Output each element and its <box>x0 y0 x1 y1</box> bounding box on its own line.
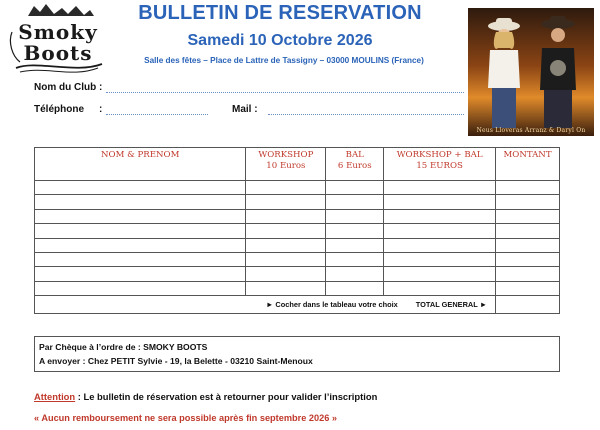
table-row[interactable] <box>35 252 560 266</box>
logo-text-boots: Boots <box>23 41 93 65</box>
payment-cheque-line: Par Chèque à l’ordre de : SMOKY BOOTS <box>39 342 208 352</box>
header-workshop: WORKSHOP 10 Euros <box>246 148 326 181</box>
payment-info-box <box>34 336 560 372</box>
phone-label: Téléphone <box>34 104 85 115</box>
header-bal: BAL 6 Euros <box>326 148 384 181</box>
poster-illustration <box>468 8 594 136</box>
event-date: Samedi 10 Octobre 2026 <box>187 32 373 49</box>
header-name: NOM & PRENOM <box>35 148 246 181</box>
table-row[interactable] <box>35 224 560 238</box>
table-row[interactable] <box>35 238 560 252</box>
poster-caption: Neus Lloveras Arranz & Daryl On <box>476 127 586 134</box>
smoky-boots-logo <box>6 2 110 74</box>
choice-instruction: ► Cocher dans le tableau votre choix <box>266 300 398 310</box>
table-row[interactable] <box>35 181 560 195</box>
refund-notice: « Aucun remboursement ne sera possible après fin septembre 2026 » <box>34 413 337 423</box>
reservation-table <box>34 147 560 314</box>
event-venue: Salle des fêtes – Place de Lattre de Tassigny – 03000 MOULINS (France) <box>144 56 424 65</box>
logo-text-smoky: Smoky <box>18 20 98 44</box>
table-footer-note <box>35 296 496 314</box>
mail-label: Mail : <box>232 104 258 115</box>
page-title: BULLETIN DE RESERVATION <box>138 2 422 24</box>
table-row[interactable] <box>35 281 560 295</box>
payment-address-line: A envoyer : Chez PETIT Sylvie - 19, la Belette - 03210 Saint-Menoux <box>39 356 313 366</box>
attention-notice <box>34 391 377 402</box>
attention-word: Attention <box>34 391 76 402</box>
phone-field[interactable] <box>106 114 208 115</box>
table-row[interactable] <box>35 267 560 281</box>
club-name-label: Nom du Club : <box>34 82 103 93</box>
table-header-row <box>35 148 560 181</box>
table-row[interactable] <box>35 209 560 223</box>
header-workshop-bal: WORKSHOP + BAL 15 EUROS <box>384 148 496 181</box>
total-general-cell[interactable] <box>496 296 560 314</box>
club-name-field[interactable] <box>106 92 464 93</box>
mail-field[interactable] <box>268 114 464 115</box>
phone-colon: : <box>99 104 103 115</box>
attention-text: : Le bulletin de réservation est à retourner pour valider l’inscription <box>75 391 378 402</box>
table-row[interactable] <box>35 195 560 209</box>
total-general-label: TOTAL GENERAL ► <box>415 300 488 310</box>
event-poster-image <box>468 8 594 136</box>
table-footer-row <box>35 296 560 314</box>
header-montant: MONTANT <box>496 148 560 181</box>
